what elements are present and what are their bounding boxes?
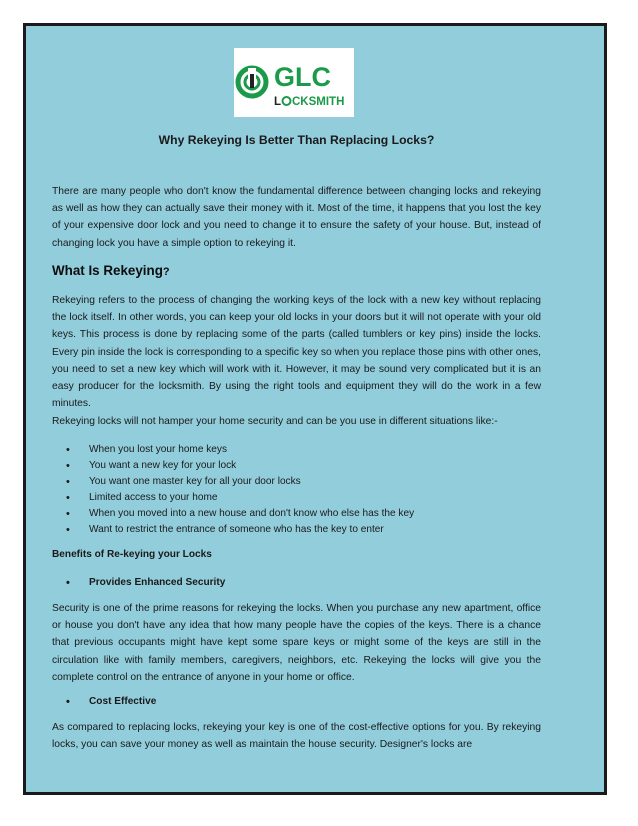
benefit-1-wrap <box>52 575 541 591</box>
rekeying-heading-text: What Is Rekeying <box>52 263 163 278</box>
benefits-heading: Benefits of Re-keying your Locks <box>52 549 212 560</box>
list-item: • When you lost your home keys <box>52 442 541 458</box>
rekeying-section <box>52 292 541 412</box>
situations-list <box>52 442 541 538</box>
intro-section <box>52 183 541 252</box>
logo-brand-top: GLC <box>274 62 331 92</box>
rekeying-paragraph: Rekeying refers to the process of changing the working keys of the lock with a new key without replacing the lock itself. In other words, you can keep your old locks in your doors but it will not operate with your old keys. This process is done by replacing some of the parts (called tumblers or key pins) inside the locks. Every pin inside the lock is corresponding to a specific key so when you replace those pins with other ones, you need to set a new key which will work with it. However, it may be sound very complicated but it is an easy producer for the locksmith. By using the right tools and equipment they will do the work in a few minutes. <box>52 295 541 410</box>
rekeying-heading-wrap <box>52 263 541 278</box>
benefit-2-wrap <box>52 694 541 710</box>
situations-intro-wrap <box>52 413 541 430</box>
benefit-2-list <box>52 694 541 710</box>
rekeying-heading-mark: ? <box>162 266 170 278</box>
list-item: • Limited access to your home <box>52 490 541 506</box>
benefit-1-list <box>52 575 541 591</box>
benefit-2-section <box>52 719 541 753</box>
situations-list-wrap <box>52 442 541 538</box>
page-title: Why Rekeying Is Better Than Replacing Locks? <box>158 133 435 147</box>
list-item: • You want one master key for all your door locks <box>52 474 541 490</box>
benefit-2-title: • Cost Effective <box>52 694 541 710</box>
rekeying-heading <box>52 263 541 278</box>
logo-brand-suffix: CKSMITH <box>292 96 345 108</box>
logo-lock-o-icon <box>283 97 291 105</box>
list-item: • When you moved into a new house and don't know who else has the key <box>52 506 541 522</box>
logo-graphic <box>234 48 354 117</box>
benefit-1-section <box>52 600 541 686</box>
list-item: • Want to restrict the entrance of someone who has the key to enter <box>52 522 541 538</box>
benefit-1-title: • Provides Enhanced Security <box>52 575 541 591</box>
benefit-2-paragraph: As compared to replacing locks, rekeying your key is one of the cost-effective options for you. By rekeying locks, you can save your money as well as maintain the house security. Designer's locks are <box>52 722 541 751</box>
intro-paragraph: There are many people who don't know the fundamental difference between changing locks and rekeying as well as how they can actually save their money with it. Most of the time, it happens that you lost the key of your expensive door lock and you need to change it to ensure the safety of your house. But, instead of changing lock you have a simple option to rekeying it. <box>52 186 541 249</box>
benefit-1-paragraph: Security is one of the prime reasons for rekeying the locks. When you purchase any new apartment, office or house you don't have any idea that how many people have the copies of the keys. There is a chance that previous occupants might have kept some spare keys or might some of the keys are still in the circulation like with family members, caregivers, neighbors, etc. Rekeying the locks will give you the complete control on the entrance of anyone in your home or office. <box>52 603 541 683</box>
benefits-heading-wrap <box>52 546 541 563</box>
logo-brand-prefix: L <box>274 96 282 108</box>
glc-locksmith-logo <box>234 48 354 117</box>
situations-intro: Rekeying locks will not hamper your home security and can be you use in different situations like:- <box>52 416 498 427</box>
list-item: • You want a new key for your lock <box>52 458 541 474</box>
logo-key-icon <box>250 74 254 88</box>
